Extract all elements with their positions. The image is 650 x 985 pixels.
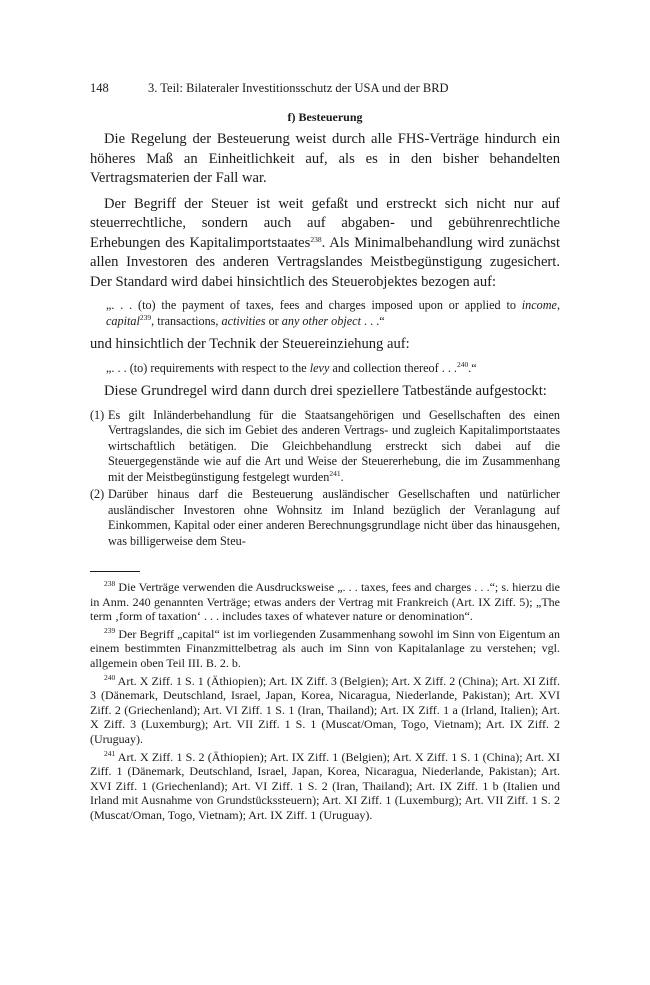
- paragraph-1: Die Regelung der Besteuerung weist durch alle FHS-Verträge hindurch ein höheres Maß an Einheitlichkeit auf, als es in den bisher behandelten Vertragsmaterien der Fall war.: [90, 131, 560, 186]
- footnote-ref-239: 239: [139, 312, 152, 322]
- footnote-241: $^{241}$ Art. X Ziff. 1 S. 2 (Äthiopien); Art. IX Ziff. 1 (Belgien); Art. X Ziff. 1 S. 1 (China); Art. XI Ziff. 1 (Dänemark, Deutschland, Israel, Japan, Korea, Nicaragua, Niederlande, Pakistan); Art. XVI Ziff. 1 (Griechenland); Art. VI Ziff. 1 S. 2 (Iran, Thailand); Art. IX Ziff. 1 b (Italien und Irland mit Ausnahme von Grundstückssteuern); Art. XI Ziff. 1 (Luxemburg); Art. VII Ziff. 1 S. 2 (Muscat/Oman, Togo, Vietnam); Art. IX Ziff. 1 (Uruguay).: [90, 748, 561, 822]
- numbered-list: [90, 408, 560, 550]
- quote-2: „. . . (to) requirements with respect to the levy and collection thereof . . .$^{240}$.“: [106, 359, 477, 375]
- footnote-239: $^{239}$ Der Begriff „capital“ ist im vorliegenden Zusammenhang sowohl im Sinn von Eigentum an einem bestimmten Finanzmittelbetrag als auch im Sinn von Kapitalanlage zu verstehen; vgl. allgemein oben Teil III. B. 2. b.: [90, 625, 561, 670]
- body-text: [90, 130, 560, 826]
- running-title: 3. Teil: Bilateraler Investitionsschutz der USA und der BRD: [148, 81, 449, 95]
- footnote-240: $^{240}$ Art. X Ziff. 1 S. 1 (Äthiopien); Art. IX Ziff. 3 (Belgien); Art. X Ziff. 2 (China); Art. XI Ziff. 3 (Dänemark, Deutschland, Israel, Japan, Korea, Nicaragua, Niederlande, Pakistan); Art. XVI Ziff. 2 (Griechenland); Art. VI Ziff. 1 S. 1 (Iran, Thailand); Art. IX Ziff. 1 a (Irland, Italien); Art. X Ziff. 3 (Luxemburg); Art. VII Ziff. 1 S. 1 (Muscat/Oman, Togo, Vietnam); Art. IX Ziff. 2 (Uruguay).: [90, 672, 560, 746]
- running-header: [90, 80, 560, 96]
- footnote-ref-241: 241: [329, 468, 341, 478]
- paragraph-3: und hinsichtlich der Technik der Steuereinziehung auf:: [90, 336, 410, 352]
- footnote-ref-238: 238: [310, 234, 322, 244]
- footnote-ref-240: 240: [456, 359, 469, 369]
- paragraph-2: Der Begriff der Steuer ist weit gefaßt und erstreckt sich nicht nur auf steuerrechtliche, sondern auch auf abgaben- und gebührenrechtliche Erhebungen des Kapitalimportstaates$^{238}$. Als Minimalbehandlung wird zunächst allen Investoren des anderen Vertragslandes Meistbegünstigung zugesichert. Der Standard wird dabei hinsichtlich des Steuerobjektes bezogen auf:: [90, 195, 560, 290]
- page-number: 148: [90, 81, 109, 95]
- quote-1: „. . . (to) the payment of taxes, fees and charges imposed upon or applied to income, capital$^{239}$, transactions, activities or any other object . . .“: [106, 298, 560, 328]
- footnote-divider: [90, 571, 140, 572]
- footnote-238: $^{238}$ Die Verträge verwenden die Ausdrucksweise „. . . taxes, fees and charges . . .“; s. hierzu die in Anm. 240 genannten Verträge; etwas anders der Vertrag mit Frankreich (Art. IX Ziff. 5); „The term ‚form of taxation‘ . . . includes taxes of whatever nature or denomination“.: [90, 579, 560, 624]
- list-item: (1) Es gilt Inländerbehandlung für die Staatsangehörigen und Gesellschaften des einen Vertragslandes, die sich im Gebiet des anderen Vertrags- und zugleich Kapitalimportstaates wirtschaftlich betätigen. Die Gleichbehandlung erstreckt sich dabei auf die Steuergegenstände wie auf die Art und Weise der Steuererhebung, die im Zusammenhang mit der Meistbegünstigung festgelegt wurden$^{241}$.: [90, 407, 560, 484]
- list-item: (2) Darüber hinaus darf die Besteuerung ausländischer Gesellschaften und natürlicher ausländischer Investoren ohne Wohnsitz im Inland bezüglich der Veranlagung auf Einkommen, Kapital oder einer anderen Berechnungsgrundlage nicht über das hinausgehen, was billigerweise dem Steu-: [90, 487, 560, 548]
- paragraph-4: Diese Grundregel wird dann durch drei speziellere Tatbestände aufgestockt:: [104, 383, 547, 399]
- section-title: f) Besteuerung: [287, 110, 363, 124]
